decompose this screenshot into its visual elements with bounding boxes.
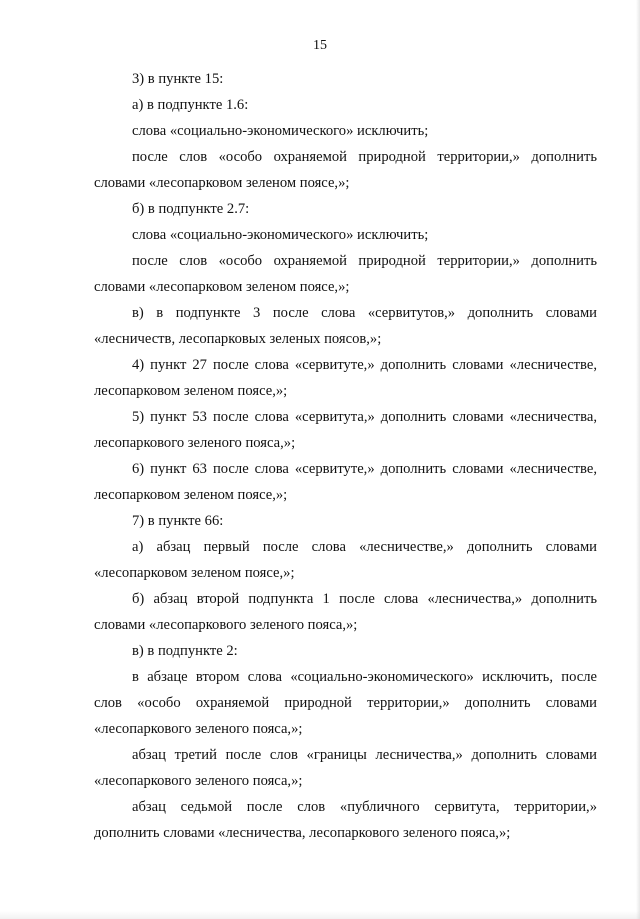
paragraph-subitem-a-1-6: а) в подпункте 1.6: <box>132 97 249 113</box>
paragraph-subitem-b-second: б) абзац второй подпункта 1 после слова «лесничества,» дополнить словами «лесопаркового зеленого пояса,»; <box>94 591 597 633</box>
paragraph-abzac-third: абзац третий после слов «границы лесничества,» дополнить словами «лесопаркового зеленого пояса,»; <box>94 747 597 789</box>
paragraph-item-5: 5) пункт 53 после слова «сервитута,» дополнить словами «лесничества, лесопаркового зеленого пояса,»; <box>94 409 597 451</box>
paragraph-after-words-add: после слов «особо охраняемой природной территории,» дополнить словами «лесопарковом зеленом поясе,»; <box>94 149 597 191</box>
paragraph-words-exclude: слова «социально-экономического» исключить; <box>132 123 429 139</box>
paragraph-item-6: 6) пункт 63 после слова «сервитуте,» дополнить словами «лесничестве, лесопарковом зеленом поясе,»; <box>94 461 597 503</box>
paragraph-subitem-a-first: а) абзац первый после слова «лесничестве,» дополнить словами «лесопарковом зеленом поясе,»; <box>94 539 597 581</box>
paragraph-subitem-v-3: в) в подпункте 3 после слова «сервитутов,» дополнить словами «лесничеств, лесопарковых зеленых поясов,»; <box>94 305 597 347</box>
paragraph-after-words-add: после слов «особо охраняемой природной территории,» дополнить словами «лесопарковом зеленом поясе,»; <box>94 253 597 295</box>
document-body <box>94 66 597 846</box>
paragraph-abzac-seventh: абзац седьмой после слов «публичного сервитута, территории,» дополнить словами «лесничества, лесопаркового зеленого пояса,»; <box>94 799 597 841</box>
scan-bottom-edge <box>0 911 640 919</box>
paragraph-item-4: 4) пункт 27 после слова «сервитуте,» дополнить словами «лесничестве, лесопарковом зеленом поясе,»; <box>94 357 597 399</box>
scan-right-edge <box>636 0 640 919</box>
paragraph-subitem-b-2-7: б) в подпункте 2.7: <box>132 201 250 217</box>
page-number: 15 <box>313 38 327 53</box>
paragraph-item-3: 3) в пункте 15: <box>132 71 224 87</box>
paragraph-subitem-v-2: в) в подпункте 2: <box>132 643 238 659</box>
paragraph-item-7: 7) в пункте 66: <box>132 513 224 529</box>
paragraph-words-exclude: слова «социально-экономического» исключить; <box>132 227 429 243</box>
paragraph-abzac-second: в абзаце втором слова «социально-экономического» исключить, после слов «особо охраняемой природной территории,» дополнить словами «лесопаркового зеленого пояса,»; <box>94 669 597 737</box>
